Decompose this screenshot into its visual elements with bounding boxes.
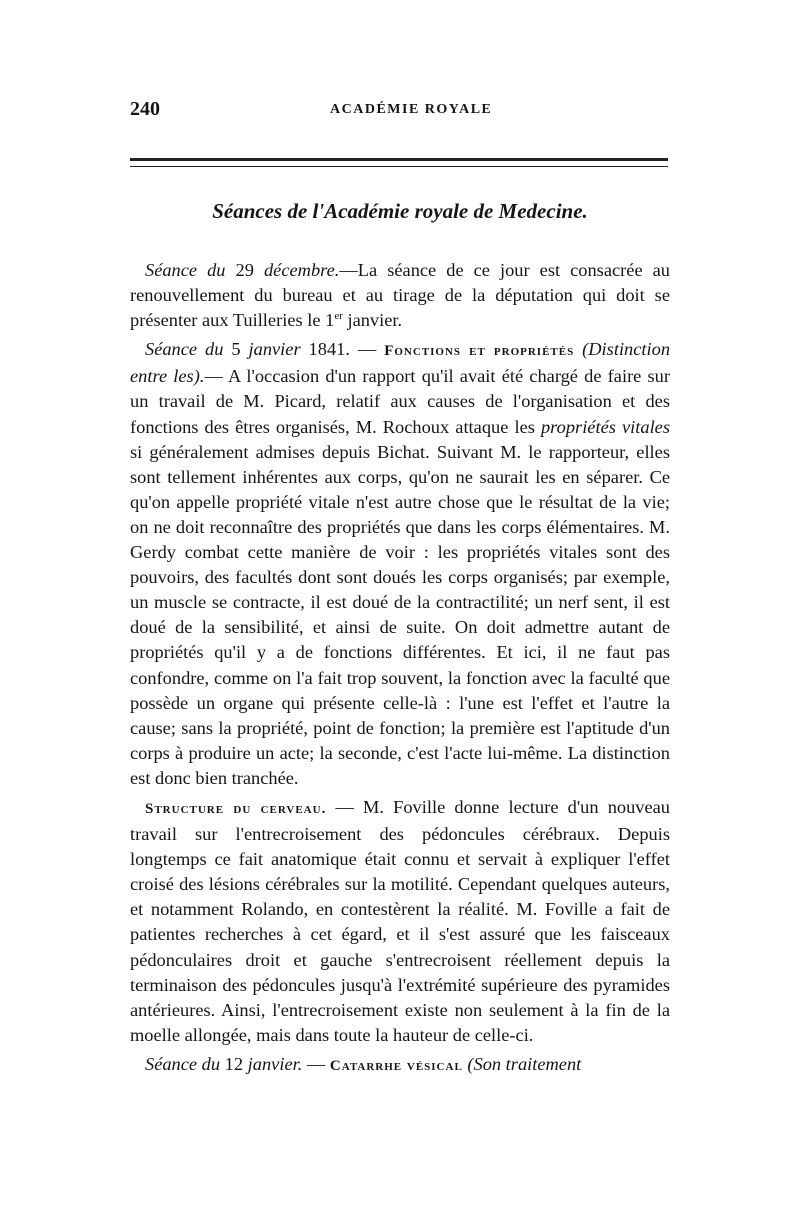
paragraph-text-continued: si généralement admises depuis Bichat. Suivant M. le rapporteur, elles sont tellement inhérentes aux corps, qu'on ne saurait les en séparer. Ce qu'on appelle propriété vitale n'est autre chose que le résultat de la vie; on ne doit reconnaître des propriétés que dans les corps élémentaires. M. Gerdy combat cette manière de voir : les propriétés vitales sont des pouvoirs, des facultés dont sont doués les corps organisés; par exemple, un muscle se contracte, il est doué de la contractilité; un nerf sent, il est doué de la sensibilité, et ainsi de suite. On doit admettre autant de propriétés qu'il y a de fonctions différentes. Et ici, il ne faut pas confondre, comme on l'a fait trop souvent, la fonction avec la faculté que possède un organe qui présente celle-là : l'une est l'effet et l'autre la cause; sans la propriété, point de fonction; la première est l'aptitude d'un corps à produire un acte; la seconde, c'est l'acte lui-même. La distinction est donc bien tranchée. xyxy=(130,441,670,788)
double-rule-top xyxy=(130,158,668,161)
seance-date-label: Séance du xyxy=(145,1053,221,1074)
running-title: ACADÉMIE ROYALE xyxy=(330,102,493,117)
paragraph-seance-29-decembre xyxy=(130,258,670,333)
paragraph-structure-cerveau xyxy=(130,795,670,1048)
emphasized-term: propriétés vitales xyxy=(540,416,670,437)
seance-year: 1841. — xyxy=(300,339,385,360)
page-number: 240 xyxy=(130,98,160,120)
paragraph-seance-5-janvier xyxy=(130,337,670,791)
topic-heading: Structure du cerveau. xyxy=(145,800,327,817)
paragraph-text: — M. Foville donne lecture d'un nouveau travail sur l'entrecroisement des pédoncules cérébraux. Depuis longtemps ce fait anatomique était connu et servait à expliquer l'effet croisé des lésions cérébrales sur la motilité. Cependant quelques auteurs, et notamment Rolando, en contestèrent la réalité. M. Foville a fait de patientes recherches à cet égard, et il s'est assuré que les faisceaux pédonculaires droit et gauche s'entrecroisent réellement depuis la terminaison des pédoncules jusqu'à l'extrémité supérieure des pyramides antérieures. Ainsi, l'entrecroisement existe non seulement à la fin de la moelle allongée, mais dans toute la hauteur de celle-ci. xyxy=(130,796,670,1045)
topic-heading: Catarrhe vésical xyxy=(329,1057,463,1074)
paragraph-seance-12-janvier xyxy=(130,1052,670,1079)
dash: — xyxy=(302,1053,330,1074)
seance-date-day: 29 xyxy=(235,260,254,280)
section-heading: Séances de l'Académie royale de Medecine. xyxy=(212,199,588,223)
topic-subheading: (Distinction entre les). xyxy=(130,339,671,387)
seance-date-label: Séance du xyxy=(145,260,226,280)
paragraph-text: —La séance de ce jour est consacrée au renouvellement du bureau et au tirage de la députation qui doit se présenter aux Tuilleries le 1 xyxy=(130,260,670,331)
seance-date-label: Séance du xyxy=(145,339,224,360)
seance-date-day: 12 xyxy=(224,1053,244,1074)
double-rule-bottom xyxy=(130,166,668,167)
paragraph-text: — A l'occasion d'un rapport qu'il avait été chargé de faire sur un travail de M. Picard, relatif aux causes de l'organisation et des fonctions des êtres organisés, M. Rochoux attaque les xyxy=(130,366,670,437)
topic-heading: Fonctions et propriétés xyxy=(384,343,575,360)
paragraph-text-end: janvier. xyxy=(342,310,403,331)
topic-subheading: (Son traitement xyxy=(462,1053,582,1074)
superscript: er xyxy=(334,310,343,323)
running-head xyxy=(130,98,670,124)
article-body xyxy=(130,258,670,1079)
seance-date-day: 5 xyxy=(231,339,241,360)
seance-date-month: janvier. xyxy=(247,1053,303,1074)
seance-date-month: décembre. xyxy=(263,260,340,280)
seance-date-month: janvier xyxy=(248,339,301,360)
